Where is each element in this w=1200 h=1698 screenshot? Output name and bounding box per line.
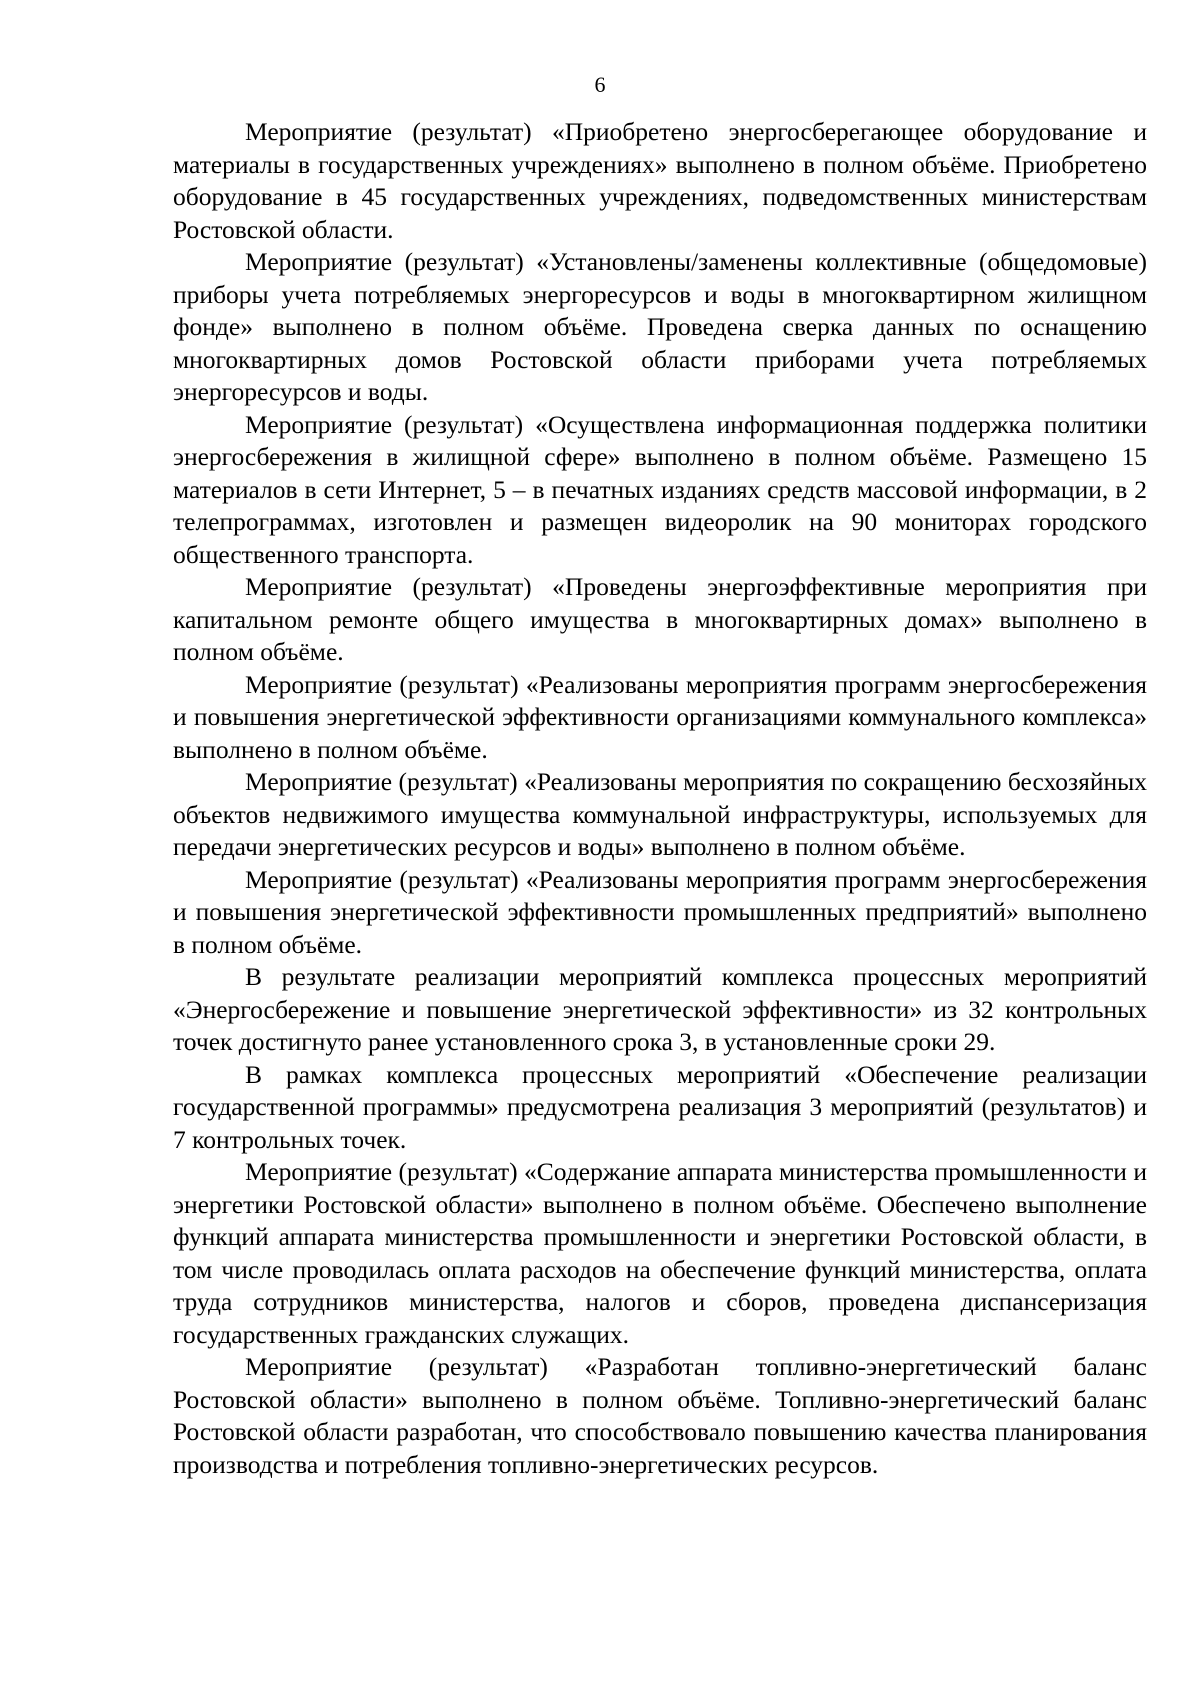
paragraph-control-points-result: В результате реализации мероприятий комплекса процессных мероприятий «Энергосбережение и повышение энергетической эффективности» из 32 контрольных точек достигнуто ранее установленного срока 3, в установленные сроки 29. <box>173 962 1147 1056</box>
paragraph-energy-balance: Мероприятие (результат) «Разработан топливно-энергетический баланс Ростовской области» выполнено в полном объёме. Топливно-энергетический баланс Ростовской области разработан, что способствовало повышению качества планирования производства и потребления топливно-энергетических ресурсов. <box>173 1352 1147 1479</box>
paragraph-meters-installation: Мероприятие (результат) «Установлены/заменены коллективные (общедомовые) приборы учета потребляемых энергоресурсов и воды в многоквартирном жилищном фонде» выполнено в полном объёме. Проведена сверка данных по оснащению многоквартирных домов Ростовской области приборами учета потребляемых энергоресурсов и воды. <box>173 247 1147 406</box>
paragraph-industrial-programs: Мероприятие (результат) «Реализованы мероприятия программ энергосбережения и повышения энергетической эффективности промышленных предприятий» выполнено в полном объёме. <box>173 864 1147 959</box>
paragraph-equipment-purchase: Мероприятие (результат) «Приобретено энергосберегающее оборудование и материалы в государственных учреждениях» выполнено в полном объёме. Приобретено оборудование в 45 государственных учреждениях, подведомственных министерствам Ростовской области. <box>173 117 1147 244</box>
paragraph-utility-programs: Мероприятие (результат) «Реализованы мероприятия программ энергосбережения и повышения энергетической эффективности организациями коммунального комплекса» выполнено в полном объёме. <box>173 669 1147 764</box>
document-body <box>173 116 1147 1481</box>
paragraph-information-support: Мероприятие (результат) «Осуществлена информационная поддержка политики энергосбережения в жилищной сфере» выполнено в полном объёме. Размещено 15 материалов в сети Интернет, 5 – в печатных изданиях средств массовой информации, в 2 телепрограммах, изготовлен и размещен видеоролик на 90 мониторах городского общественного транспорта. <box>173 409 1147 569</box>
paragraph-program-support: В рамках комплекса процессных мероприятий «Обеспечение реализации государственной программы» предусмотрена реализация 3 мероприятий (результатов) и 7 контрольных точек. <box>173 1059 1147 1154</box>
paragraph-ownerless-objects: Мероприятие (результат) «Реализованы мероприятия по сокращению бесхозяйных объектов недвижимого имущества коммунальной инфраструктуры, используемых для передачи энергетических ресурсов и воды» выполнено в полном объёме. <box>173 767 1147 861</box>
paragraph-capital-repair: Мероприятие (результат) «Проведены энергоэффективные мероприятия при капитальном ремонте общего имущества в многоквартирных домах» выполнено в полном объёме. <box>173 572 1147 666</box>
paragraph-ministry-apparatus: Мероприятие (результат) «Содержание аппарата министерства промышленности и энергетики Ростовской области» выполнено в полном объёме. Обеспечено выполнение функций аппарата министерства промышленности и энергетики Ростовской области, в том числе проводилась оплата расходов на обеспечение функций министерства, оплата труда сотрудников министерства, налогов и сборов, проведена диспансеризация государственных гражданских служащих. <box>173 1157 1147 1349</box>
page-number: 6 <box>594 72 606 97</box>
